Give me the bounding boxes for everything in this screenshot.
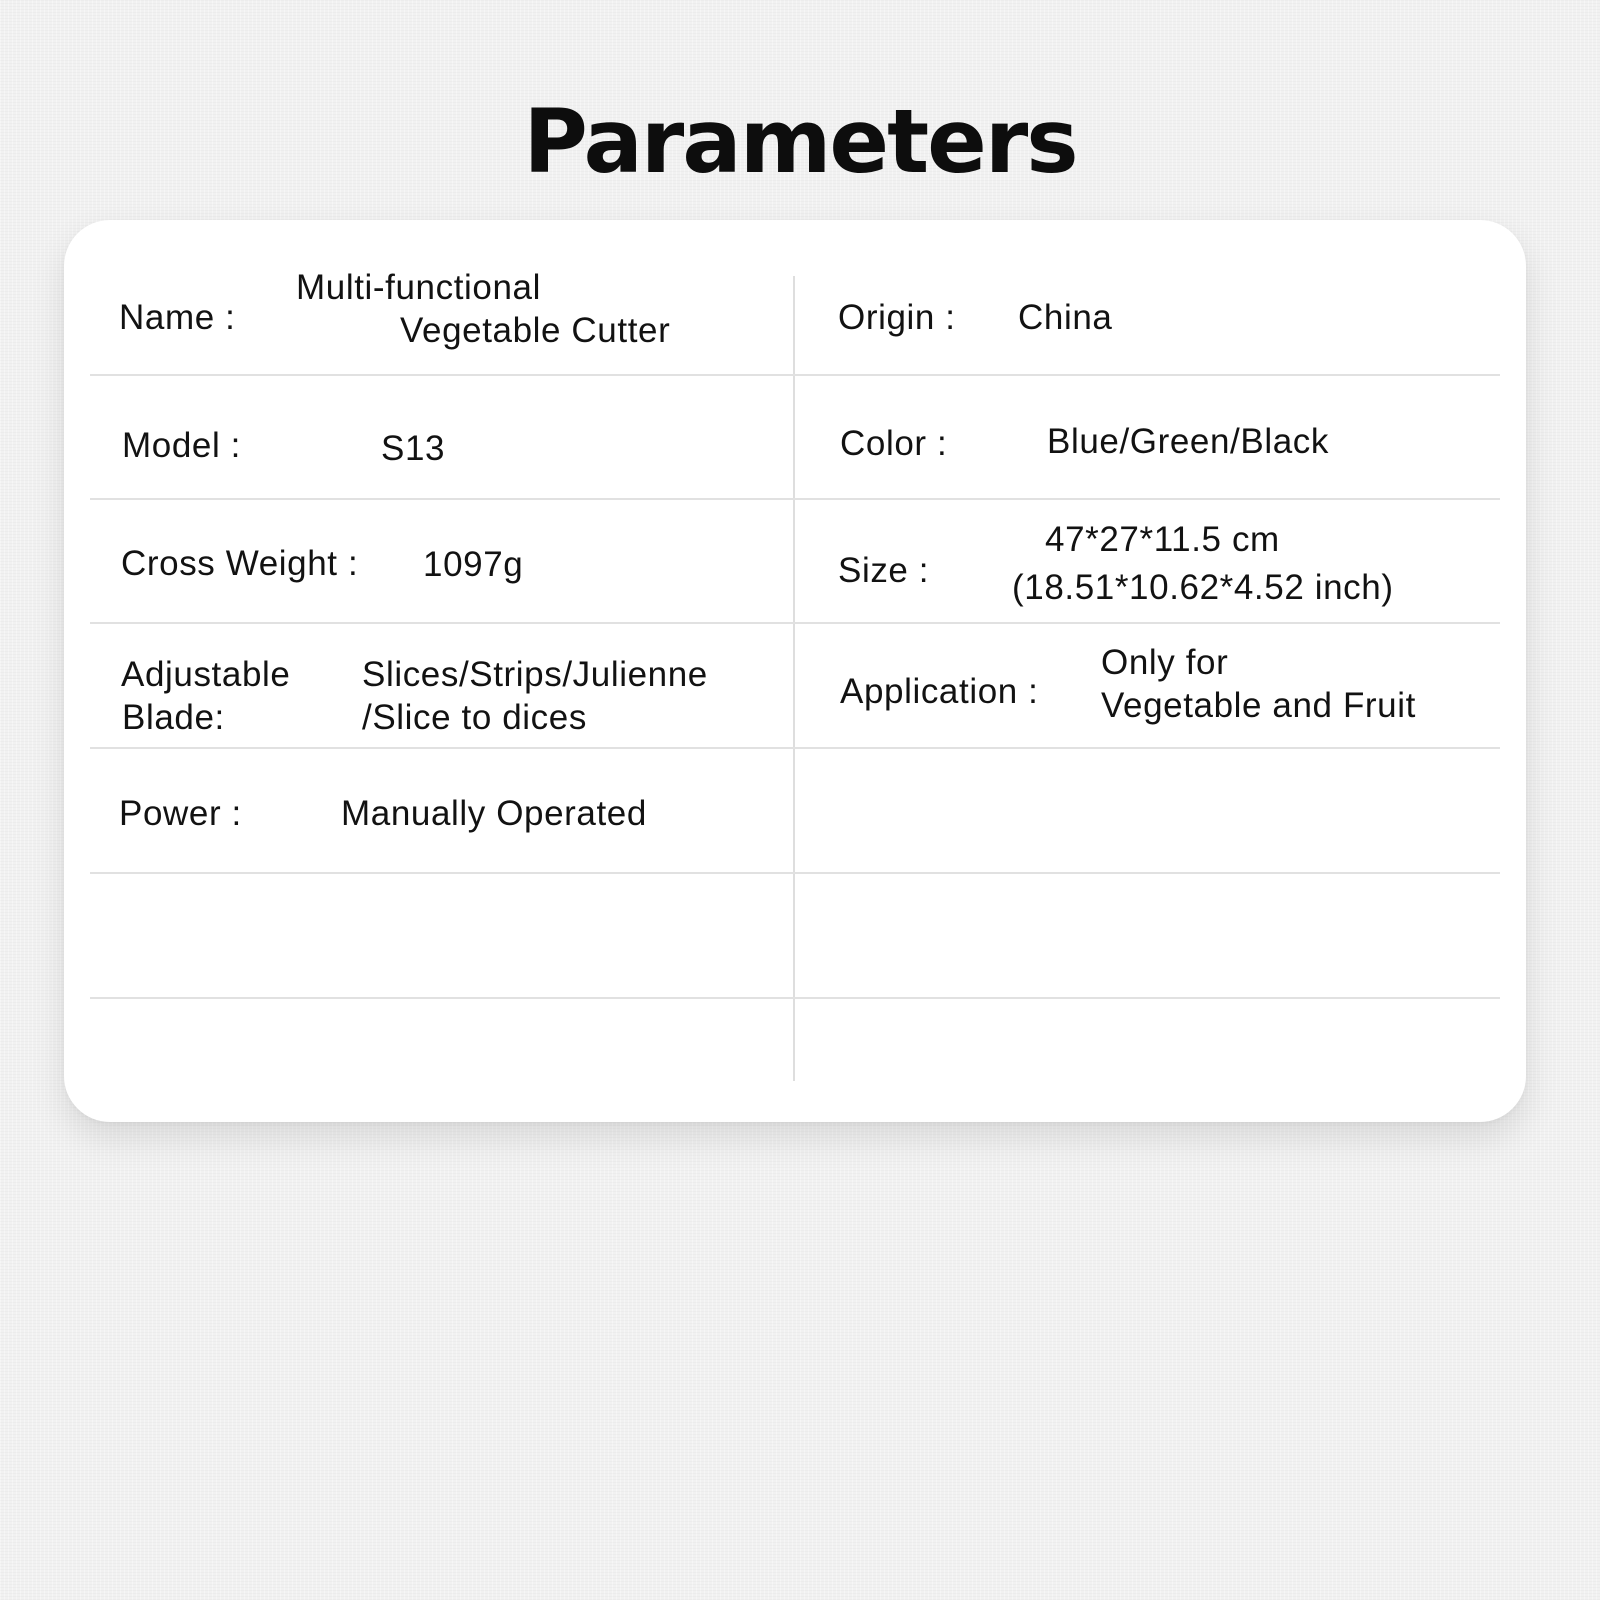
column-divider (793, 276, 795, 1081)
adjustable-blade-label-line1: Adjustable (121, 655, 291, 694)
row-divider (90, 374, 1500, 376)
origin-label: Origin : (838, 298, 956, 337)
adjustable-blade-value-line2: /Slice to dices (362, 698, 587, 737)
name-value-line2: Vegetable Cutter (400, 311, 671, 350)
page-title: Parameters (523, 90, 1077, 193)
adjustable-blade-value-line1: Slices/Strips/Julienne (362, 655, 708, 694)
name-value-line1: Multi-functional (296, 268, 541, 307)
power-value: Manually Operated (341, 794, 647, 833)
row-divider (90, 747, 1500, 749)
cross-weight-label: Cross Weight : (121, 544, 359, 583)
size-label: Size : (838, 551, 930, 590)
size-value-line2: (18.51*10.62*4.52 inch) (1012, 568, 1394, 607)
row-divider (90, 872, 1500, 874)
model-value: S13 (381, 429, 446, 468)
color-value: Blue/Green/Black (1047, 422, 1329, 461)
size-value-line1: 47*27*11.5 cm (1045, 520, 1280, 559)
application-label: Application : (840, 672, 1039, 711)
application-value-line1: Only for (1101, 643, 1229, 682)
row-divider (90, 498, 1500, 500)
model-label: Model : (122, 426, 241, 465)
color-label: Color : (840, 424, 948, 463)
adjustable-blade-label-line2: Blade: (122, 698, 225, 737)
name-label: Name : (119, 298, 236, 337)
row-divider (90, 997, 1500, 999)
row-divider (90, 622, 1500, 624)
cross-weight-value: 1097g (423, 545, 524, 584)
power-label: Power : (119, 794, 242, 833)
origin-value: China (1018, 298, 1113, 337)
application-value-line2: Vegetable and Fruit (1101, 686, 1416, 725)
